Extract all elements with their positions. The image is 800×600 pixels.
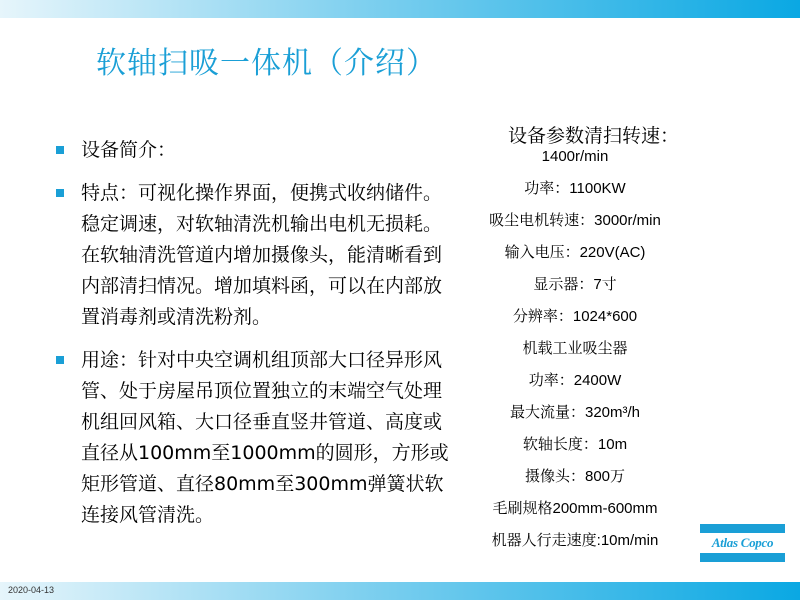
atlas-copco-logo: [700, 524, 785, 564]
bullet-usage-text: 针对中央空调机组顶部大口径异形风管、处于房屋吊顶位置独立的末端空气处理机组回风箱、大口径垂直竖井管道、高度或直径从100mm至1000mm的圆形，方形或矩形管道、直径80mm至300mm弹簧状软连接风管清洗。: [81, 349, 449, 526]
spec-heading: 设备参数清扫转速：: [508, 125, 680, 147]
spec-row: 软轴长度：10m: [522, 436, 628, 453]
footer-date: 2020-04-13: [8, 585, 55, 595]
spec-row: 机载工业吸尘器: [522, 340, 628, 357]
spec-list: [460, 147, 690, 563]
spec-row: 毛刷规格200mm-600mm: [492, 500, 658, 517]
square-bullet-icon: [56, 356, 64, 364]
logo-text: Atlas Copco: [711, 535, 774, 550]
spec-row: 机器人行走速度:10m/min: [491, 532, 659, 549]
spec-row: 吸尘电机转速：3000r/min: [489, 212, 661, 229]
bullet-intro-text: 设备简介：: [81, 139, 177, 161]
bullet-usage-lead: 用途：: [81, 349, 139, 371]
top-decorative-band: [0, 0, 800, 18]
logo-top-bar: [700, 524, 785, 533]
spec-row: 输入电压：220V(AC): [504, 244, 646, 261]
bullet-features-lead: 特点：: [81, 182, 139, 204]
logo-bottom-bar: [700, 553, 785, 562]
bullet-usage: [54, 345, 454, 531]
square-bullet-icon: [56, 146, 64, 154]
spec-row: 功率：2400W: [528, 372, 622, 389]
bullet-features-text: 可视化操作界面，便携式收纳储件。稳定调速，对软轴清洗机输出电机无损耗。在软轴清洗管道内增加摄像头，能清晰看到内部清扫情况。增加填料函，可以在内部放置消毒剂或清洗粉剂。: [81, 182, 443, 328]
spec-row: 摄像头：800万: [524, 468, 626, 485]
spec-row: 分辨率：1024*600: [512, 308, 638, 325]
spec-row: 最大流量：320m³/h: [509, 404, 641, 421]
bullet-list: [54, 135, 454, 543]
spec-row: 功率：1100KW: [524, 180, 626, 197]
bullet-features: [54, 178, 454, 333]
bullet-intro: [54, 135, 454, 166]
spec-row: 显示器：7寸: [533, 276, 617, 293]
square-bullet-icon: [56, 189, 64, 197]
spec-row: 1400r/min: [541, 148, 609, 165]
slide-title: 软轴扫吸一体机（介绍）: [96, 46, 437, 81]
bottom-decorative-band: [0, 582, 800, 600]
